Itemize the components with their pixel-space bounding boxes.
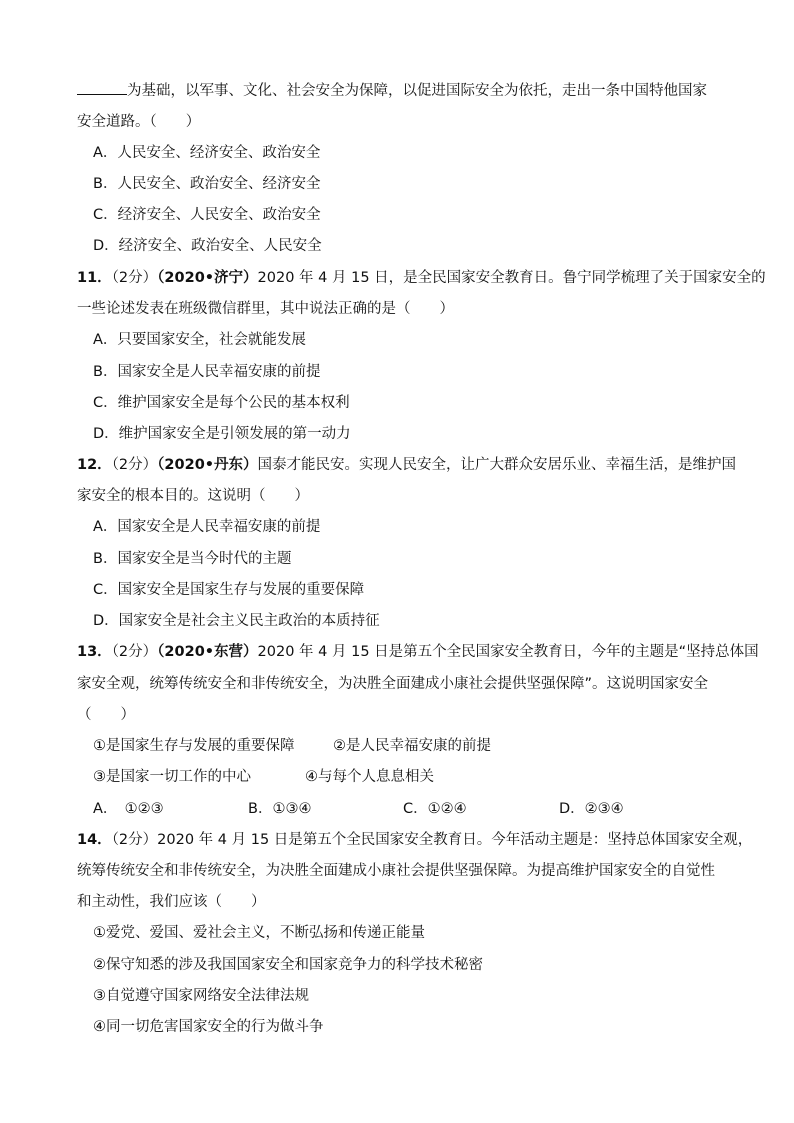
q14-line1 <box>77 830 752 850</box>
answer-blank <box>77 80 127 95</box>
q14-text1: 2020 年 4 月 15 日是第五个全民国家安全教育日。今年活动主题是：坚持总体国家安全观， <box>157 832 753 848</box>
q12-line2: 家安全的根本目的。这说明（ ） <box>77 488 309 504</box>
q14-item-2: ②保守知悉的涉及我国国家安全和国家竞争力的科学技术秘密 <box>93 957 483 973</box>
q12-option-c: C．国家安全是国家生存与发展的重要保障 <box>93 582 365 598</box>
q14-number: 14． <box>77 832 112 848</box>
q11-number: 11． <box>77 270 112 286</box>
q13-item-3: ③是国家一切工作的中心 <box>93 769 251 785</box>
q12-text1: 国泰才能民安。实现人民安全，让广大群众安居乐业、幸福生活，是维护国 <box>257 457 737 473</box>
q14-item-1: ①爱党、爱国、爱社会主义，不断弘扬和传递正能量 <box>93 925 425 941</box>
q10-option-a: A．人民安全、经济安全、政治安全 <box>93 145 321 161</box>
q10-line1 <box>77 80 707 101</box>
q13-line3: （ ） <box>77 707 135 723</box>
q12-source: （2020•丹东） <box>157 457 258 473</box>
q10-text1: 为基础，以军事、文化、社会安全为保障，以促进国际安全为依托，走出一条中国特他国家 <box>127 83 707 99</box>
q13-line1 <box>77 642 759 662</box>
q10-option-b: B．人民安全、政治安全、经济安全 <box>93 176 321 192</box>
q10-line2: 安全道路。（ ） <box>77 114 201 130</box>
q11-text1: 2020 年 4 月 15 日，是全民国家安全教育日。鲁宁同学梳理了关于国家安全的 <box>257 270 766 286</box>
q13-choice-a: A． ①②③ <box>93 801 164 817</box>
q13-line2: 家安全观，统筹传统安全和非传统安全，为决胜全面建成小康社会提供坚强保障”。这说明国家安全 <box>77 676 709 692</box>
q12-option-d: D．国家安全是社会主义民主政治的本质持征 <box>93 613 380 629</box>
q14-item-3: ③自觉遵守国家网络安全法律法规 <box>93 988 309 1004</box>
q14-score: （2分） <box>111 832 158 848</box>
q12-option-a: A．国家安全是人民幸福安康的前提 <box>93 519 321 535</box>
q10-option-c: C．经济安全、人民安全、政治安全 <box>93 207 321 223</box>
q13-source: （2020•东营） <box>157 644 258 660</box>
q12-line1 <box>77 455 736 475</box>
q13-choice-b: B．①③④ <box>248 801 312 817</box>
q14-line2: 统筹传统安全和非传统安全，为决胜全面建成小康社会提供坚强保障。为提高维护国家安全的自觉性 <box>77 863 715 879</box>
q11-line1 <box>77 268 766 288</box>
q13-choice-c: C．①②④ <box>403 801 467 817</box>
q14-item-4: ④同一切危害国家安全的行为做斗争 <box>93 1019 324 1035</box>
q11-option-d: D．维护国家安全是引领发展的第一动力 <box>93 426 351 442</box>
q13-item-1: ①是国家生存与发展的重要保障 <box>93 738 295 754</box>
q12-score: （2分） <box>111 457 158 473</box>
q11-option-c: C．维护国家安全是每个公民的基本权利 <box>93 395 350 411</box>
q13-number: 13． <box>77 644 112 660</box>
q11-line2: 一些论述发表在班级微信群里，其中说法正确的是（ ） <box>77 301 454 317</box>
q13-item-4: ④与每个人息息相关 <box>305 769 434 785</box>
q13-score: （2分） <box>111 644 158 660</box>
q12-option-b: B．国家安全是当今时代的主题 <box>93 551 292 567</box>
q12-number: 12． <box>77 457 112 473</box>
q13-item-2: ②是人民幸福安康的前提 <box>333 738 491 754</box>
q11-option-b: B．国家安全是人民幸福安康的前提 <box>93 364 321 380</box>
q14-line3: 和主动性，我们应该（ ） <box>77 894 266 910</box>
q11-score: （2分） <box>111 270 158 286</box>
q13-text1: 2020 年 4 月 15 日是第五个全民国家安全教育日，今年的主题是“坚持总体国 <box>257 644 759 660</box>
q10-option-d: D．经济安全、政治安全、人民安全 <box>93 238 322 254</box>
q11-source: （2020•济宁） <box>157 270 258 286</box>
q13-choice-d: D．②③④ <box>559 801 624 817</box>
q11-option-a: A．只要国家安全，社会就能发展 <box>93 332 306 348</box>
